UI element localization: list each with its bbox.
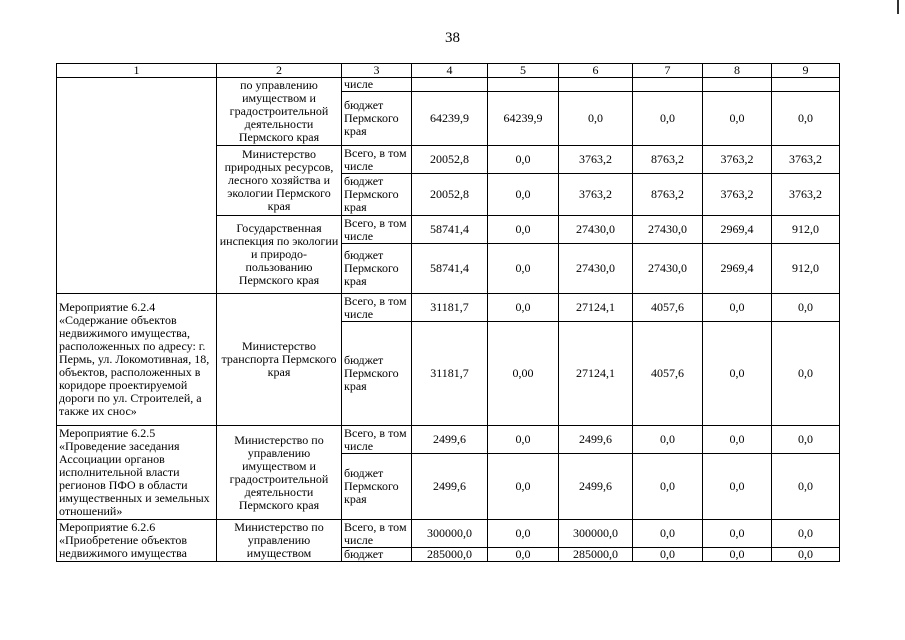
value-cell: 64239,9	[412, 92, 488, 146]
value-cell: 0,0	[488, 548, 559, 562]
source-cell: бюджет	[342, 548, 412, 562]
value-cell: 912,0	[772, 216, 840, 244]
value-cell: 27430,0	[559, 244, 633, 294]
value-cell: 3763,2	[772, 174, 840, 216]
value-cell: 27430,0	[633, 244, 703, 294]
value-cell: 3763,2	[703, 174, 772, 216]
source-cell: Всего, в том числе	[342, 294, 412, 322]
value-cell: 3763,2	[559, 174, 633, 216]
value-cell: 0,0	[772, 548, 840, 562]
value-cell: 3763,2	[559, 146, 633, 174]
scan-edge-mark	[897, 0, 899, 14]
source-cell: Всего, в том числе	[342, 216, 412, 244]
event-cell	[57, 78, 217, 294]
executor-cell: Министерство природных ресурсов, лесного хозяйства и экологии Пермского края	[217, 146, 342, 216]
value-cell: 27430,0	[633, 216, 703, 244]
value-cell	[703, 78, 772, 92]
value-cell: 0,0	[488, 454, 559, 520]
source-cell: числе	[342, 78, 412, 92]
value-cell: 285000,0	[412, 548, 488, 562]
value-cell: 2969,4	[703, 216, 772, 244]
value-cell	[559, 78, 633, 92]
source-cell: бюджет Пермского края	[342, 322, 412, 426]
value-cell: 0,0	[488, 174, 559, 216]
table-row	[57, 426, 840, 454]
value-cell: 4057,6	[633, 294, 703, 322]
column-header: 8	[703, 64, 772, 78]
value-cell: 285000,0	[559, 548, 633, 562]
value-cell: 0,0	[633, 548, 703, 562]
value-cell	[772, 78, 840, 92]
value-cell: 0,0	[633, 426, 703, 454]
value-cell: 31181,7	[412, 294, 488, 322]
page-number: 38	[445, 30, 460, 46]
value-cell: 0,0	[772, 322, 840, 426]
value-cell: 27430,0	[559, 216, 633, 244]
source-cell: бюджет Пермского края	[342, 174, 412, 216]
event-cell: Мероприятие 6.2.5 «Проведение заседания Ассоциации органов исполнительной власти регионов ПФО в области имущественных и земельных отношений»	[57, 426, 217, 520]
value-cell: 0,0	[488, 146, 559, 174]
value-cell: 0,0	[772, 426, 840, 454]
source-cell: бюджет Пермского края	[342, 454, 412, 520]
value-cell: 0,0	[633, 454, 703, 520]
value-cell: 0,0	[703, 426, 772, 454]
value-cell: 20052,8	[412, 146, 488, 174]
source-cell: бюджет Пермского края	[342, 92, 412, 146]
value-cell: 2499,6	[559, 426, 633, 454]
column-header: 2	[217, 64, 342, 78]
value-cell: 27124,1	[559, 294, 633, 322]
value-cell: 0,0	[772, 520, 840, 548]
value-cell: 0,0	[772, 92, 840, 146]
value-cell: 0,0	[488, 244, 559, 294]
source-cell: Всего, в том числе	[342, 520, 412, 548]
value-cell: 2499,6	[559, 454, 633, 520]
table-row	[57, 78, 840, 92]
value-cell: 0,0	[703, 548, 772, 562]
column-header: 1	[57, 64, 217, 78]
executor-cell: Министерство транспорта Пермского края	[217, 294, 342, 426]
executor-cell: Министерство по управлению имуществом	[217, 520, 342, 562]
source-cell: бюджет Пермского края	[342, 244, 412, 294]
value-cell: 0,0	[703, 322, 772, 426]
value-cell	[633, 78, 703, 92]
column-header: 4	[412, 64, 488, 78]
value-cell: 0,0	[488, 520, 559, 548]
value-cell: 8763,2	[633, 174, 703, 216]
column-header: 3	[342, 64, 412, 78]
table-row	[57, 294, 840, 322]
column-header-row	[57, 64, 840, 78]
value-cell: 0,0	[772, 294, 840, 322]
value-cell: 58741,4	[412, 244, 488, 294]
event-cell: Мероприятие 6.2.4 «Содержание объектов недвижимого имущества, расположенных по адресу: г. Пермь, ул. Локомотивная, 18, объектов, расположенных в коридоре проектируемой дороги по ул. Строителей, а также их снос»	[57, 294, 217, 426]
value-cell	[488, 78, 559, 92]
value-cell	[412, 78, 488, 92]
value-cell: 3763,2	[703, 146, 772, 174]
executor-cell: по управлению имуществом и градостроительной деятельности Пермского края	[217, 78, 342, 146]
column-header: 7	[633, 64, 703, 78]
value-cell: 0,0	[703, 294, 772, 322]
value-cell: 0,0	[559, 92, 633, 146]
value-cell: 300000,0	[412, 520, 488, 548]
value-cell: 0,0	[703, 92, 772, 146]
value-cell: 2499,6	[412, 426, 488, 454]
value-cell: 27124,1	[559, 322, 633, 426]
value-cell: 0,0	[703, 454, 772, 520]
value-cell: 0,0	[633, 92, 703, 146]
executor-cell: Министерство по управлению имуществом и градостроительной деятельности Пермского края	[217, 426, 342, 520]
source-cell: Всего, в том числе	[342, 146, 412, 174]
value-cell: 300000,0	[559, 520, 633, 548]
executor-cell: Государственная инспекция по экологии и природо- пользованию Пермского края	[217, 216, 342, 294]
value-cell: 20052,8	[412, 174, 488, 216]
value-cell: 64239,9	[488, 92, 559, 146]
value-cell: 31181,7	[412, 322, 488, 426]
source-cell: Всего, в том числе	[342, 426, 412, 454]
column-header: 6	[559, 64, 633, 78]
column-header: 5	[488, 64, 559, 78]
value-cell: 3763,2	[772, 146, 840, 174]
value-cell: 0,0	[488, 426, 559, 454]
value-cell: 912,0	[772, 244, 840, 294]
table-row	[57, 520, 840, 548]
value-cell: 0,00	[488, 322, 559, 426]
value-cell: 58741,4	[412, 216, 488, 244]
value-cell: 8763,2	[633, 146, 703, 174]
value-cell: 2969,4	[703, 244, 772, 294]
value-cell: 0,0	[703, 520, 772, 548]
value-cell: 0,0	[488, 216, 559, 244]
value-cell: 0,0	[772, 454, 840, 520]
value-cell: 0,0	[633, 520, 703, 548]
value-cell: 4057,6	[633, 322, 703, 426]
event-cell: Мероприятие 6.2.6 «Приобретение объектов недвижимого имущества	[57, 520, 217, 562]
budget-table	[56, 63, 840, 562]
value-cell: 0,0	[488, 294, 559, 322]
column-header: 9	[772, 64, 840, 78]
value-cell: 2499,6	[412, 454, 488, 520]
